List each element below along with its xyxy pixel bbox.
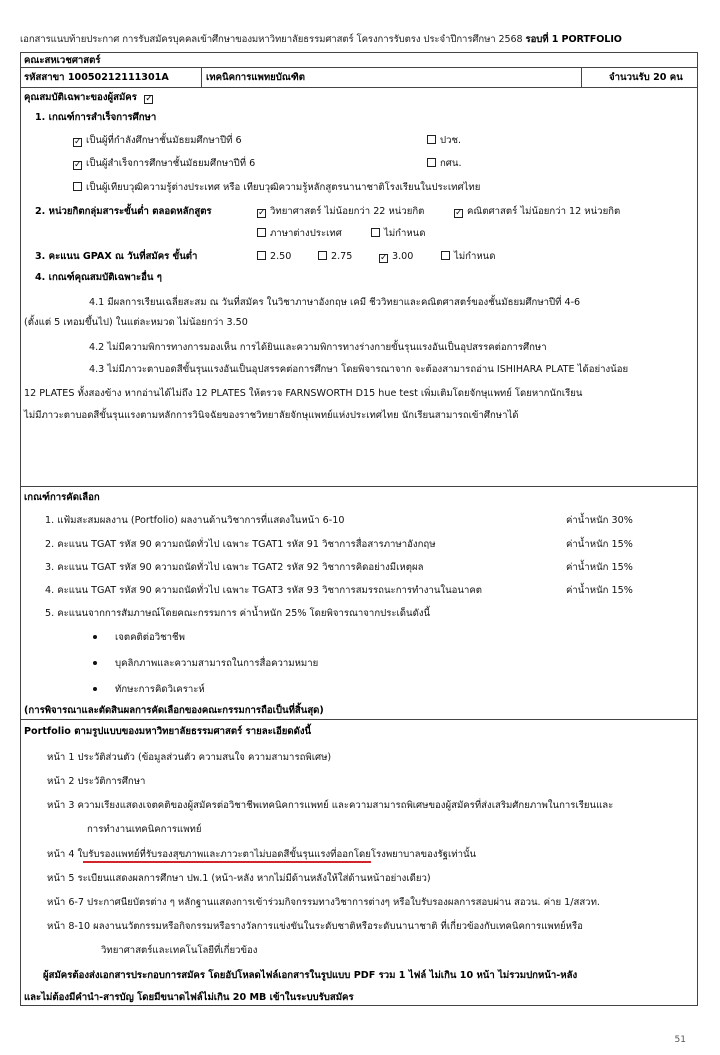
criteria-4-3-line-3: ไม่มีภาวะตาบอดสีขั้นรุนแรงตามหลักการวินิจฉัยของราชวิทยาลัยจักษุแพทย์แห่งประเทศไทย นักเรียนสามารถเข้าศึกษาได้: [24, 410, 519, 421]
portfolio-page-8-10-line-1: หน้า 8-10 ผลงานนวัตกรรมหรือกิจกรรมหรือรางวัลการแข่งขันในระดับชาติหรือระดับนานาชาติ ที่เกี่ยวข้องกับเทคนิคการแพทย์หรือ: [47, 921, 583, 932]
selection-item-5: 5. คะแนนจากการสัมภาษณ์โดยคณะกรรมการ ค่าน้ำหนัก 25% โดยพิจารณาจากประเด็นดังนี้: [45, 608, 431, 619]
checkbox: ✓: [74, 160, 82, 170]
portfolio-page-4: [47, 848, 476, 861]
portfolio-page-4-prefix: หน้า 4: [47, 849, 78, 860]
criteria-1-item-3: [73, 181, 480, 194]
checkbox-label: กศน.: [440, 158, 462, 169]
checkbox: [257, 228, 266, 237]
red-underline: [83, 861, 371, 863]
interview-criterion-1: เจตคติต่อวิชาชีพ: [115, 632, 185, 643]
criteria-2-title: 2. หน่วยกิตกลุ่มสาระขั้นต่ำ ตลอดหลักสูตร: [35, 206, 212, 217]
page-number: 51: [674, 1035, 686, 1045]
selection-note: (การพิจารณาและตัดสินผลการคัดเลือกของคณะกรรมการถือเป็นที่สิ้นสุด): [24, 705, 324, 716]
gpax-option-3: [379, 250, 413, 263]
bullet-dot: [93, 635, 97, 639]
criteria-1-title: 1. เกณฑ์การสำเร็จการศึกษา: [35, 112, 157, 123]
criteria-3-title: 3. คะแนน GPAX ณ วันที่สมัคร ขั้นต่ำ: [35, 251, 198, 262]
selection-title: เกณฑ์การคัดเลือก: [24, 492, 100, 503]
interview-criterion-2: บุคลิกภาพและความสามารถในการสื่อความหมาย: [115, 658, 319, 669]
gpax-option-4: [441, 250, 495, 263]
checkbox: ✓: [258, 208, 266, 218]
portfolio-page-5: หน้า 5 ระเบียนแสดงผลการศึกษา ปพ.1 (หน้า-หลัง หากไม่มีด้านหลังให้ใส่ด้านหน้าอย่างเดียว): [47, 873, 431, 884]
qualifications-title: [24, 91, 157, 104]
checkbox: [318, 251, 327, 260]
portfolio-page-1: หน้า 1 ประวัติส่วนตัว (ข้อมูลส่วนตัว ความสนใจ ความสามารถพิเศษ): [47, 752, 332, 763]
portfolio-title: Portfolio ตามรูปแบบของมหาวิทยาลัยธรรมศาสตร์ รายละเอียดดังนี้: [24, 726, 312, 737]
row-divider: [21, 719, 697, 720]
document-header: [20, 32, 700, 47]
criteria-2-item-2: [454, 205, 620, 218]
checkbox-label: 2.50: [270, 251, 292, 262]
criteria-1-item-2: [73, 157, 255, 170]
criteria-4-1-line-2: (ตั้งแต่ 5 เทอมขึ้นไป) ในแต่ละหมวด ไม่น้อยกว่า 3.50: [24, 317, 248, 328]
submission-note-line-1: ผู้สมัครต้องส่งเอกสารประกอบการสมัคร โดยอัปโหลดไฟล์เอกสารในรูปแบบ PDF รวม 1 ไฟล์ ไม่เกิน 10 หน้า ไม่รวมปกหน้า-หลัง: [43, 970, 578, 981]
criteria-1-side-1: [427, 134, 461, 147]
gpax-option-2: [318, 250, 352, 263]
program-quota: จำนวนรับ 20 คน: [609, 72, 683, 83]
criteria-2-item-3: [257, 227, 342, 240]
criteria-4-3-line-1: 4.3 ไม่มีภาวะตาบอดสีขั้นรุนแรงอันเป็นอุปสรรคต่อการศึกษา โดยพิจารณาจาก จะต้องสามารถอ่าน ISHIHARA PLATE ได้อย่างน้อย: [89, 364, 629, 375]
checkbox-label: เป็นผู้ที่กำลังศึกษาชั้นมัธยมศึกษาปีที่ 6: [86, 135, 242, 146]
criteria-4-3-line-2: 12 PLATES ทั้งสองข้าง หากอ่านได้ไม่ถึง 12 PLATES ให้ตรวจ FARNSWORTH D15 hue test เพิ่มเติมโดยจักษุแพทย์ โดยหากนักเรียน: [24, 388, 583, 399]
checkbox-label: เป็นผู้เทียบวุฒิความรู้ต่างประเทศ หรือ เทียบวุฒิความรู้หลักสูตรนานาชาติโรงเรียนในประเทศไทย: [86, 182, 481, 193]
criteria-4-title: 4. เกณฑ์คุณสมบัติเฉพาะอื่น ๆ: [35, 272, 162, 283]
checkbox: [441, 251, 450, 260]
checkbox: [73, 182, 82, 191]
checkbox: [371, 228, 380, 237]
program-table: [20, 52, 698, 1006]
criteria-4-2: 4.2 ไม่มีความพิการทางการมองเห็น การได้ยินและความพิการทางร่างกายขั้นรุนแรงอันเป็นอุปสรรคต่อการศึกษา: [89, 342, 547, 353]
checkbox-label: คณิตศาสตร์ ไม่น้อยกว่า 12 หน่วยกิต: [467, 206, 621, 217]
bullet-dot: [93, 687, 97, 691]
checkbox-label: ภาษาต่างประเทศ: [270, 228, 342, 239]
portfolio-page-3-line-2: การทำงานเทคนิคการแพทย์: [87, 824, 202, 835]
criteria-2-item-4: [371, 227, 425, 240]
selection-item-1: 1. แฟ้มสะสมผลงาน (Portfolio) ผลงานด้านวิชาการที่แสดงในหน้า 6-10: [45, 515, 345, 526]
checkbox-label: ไม่กำหนด: [454, 251, 496, 262]
portfolio-page-8-10-line-2: วิทยาศาสตร์และเทคโนโลยีที่เกี่ยวข้อง: [101, 945, 258, 956]
interview-criterion-3: ทักษะการคิดวิเคราะห์: [115, 684, 205, 695]
criteria-2-item-1: [257, 205, 424, 218]
selection-item-4: 4. คะแนน TGAT รหัส 90 ความถนัดทั่วไป เฉพาะ TGAT3 รหัส 93 วิชาการสมรรถนะการทำงานในอนาคต: [45, 585, 482, 596]
selection-weight-3: ค่าน้ำหนัก 15%: [566, 562, 633, 573]
selection-item-3: 3. คะแนน TGAT รหัส 90 ความถนัดทั่วไป เฉพาะ TGAT2 รหัส 92 วิชาการคิดอย่างมีเหตุผล: [45, 562, 424, 573]
criteria-4-1-line-1: 4.1 มีผลการเรียนเฉลี่ยสะสม ณ วันที่สมัคร ในวิชาภาษาอังกฤษ เคมี ชีววิทยาและคณิตศาสตร์ของชั้นมัธยมศึกษาปีที่ 4-6: [89, 297, 581, 308]
col-divider: [581, 67, 582, 87]
submission-note-line-2: และไม่ต้องมีคำนำ-สารบัญ โดยมีขนาดไฟล์ไม่เกิน 20 MB เข้าในระบบรับสมัคร: [24, 992, 354, 1003]
faculty-name: คณะสหเวชศาสตร์: [24, 55, 101, 66]
checkbox: [257, 251, 266, 260]
selection-weight-1: ค่าน้ำหนัก 30%: [566, 515, 633, 526]
checkbox-label: ไม่กำหนด: [384, 228, 426, 239]
checkbox-label: 2.75: [331, 251, 353, 262]
portfolio-page-6-7: หน้า 6-7 ประกาศนียบัตรต่าง ๆ หลักฐานแสดงการเข้าร่วมกิจกรรมทางวิชาการต่างๆ หรือใบรับรองผลการสอบผ่าน สอวน. ค่าย 1/สสวท.: [47, 897, 600, 908]
row-divider: [21, 67, 697, 68]
qualifications-title-text: คุณสมบัติเฉพาะของผู้สมัคร: [24, 92, 137, 103]
checkbox: ✓: [455, 208, 463, 218]
portfolio-page-4-text: ใบรับรองแพทย์ที่รับรองสุขภาพและภาวะตาไม่บอดสีขั้นรุนแรงที่ออกโดยโรงพยาบาลของรัฐเท่านั้น: [77, 849, 477, 860]
checkbox-label: เป็นผู้สำเร็จการศึกษาชั้นมัธยมศึกษาปีที่ 6: [86, 158, 256, 169]
checkbox: [427, 135, 436, 144]
gpax-option-1: [257, 250, 291, 263]
col-divider: [201, 67, 202, 87]
bullet-dot: [93, 661, 97, 665]
header-round: รอบที่ 1 PORTFOLIO: [525, 34, 622, 45]
qualifications-checkbox: ✓: [145, 94, 153, 104]
checkbox-label: ปวช.: [440, 135, 462, 146]
selection-item-2: 2. คะแนน TGAT รหัส 90 ความถนัดทั่วไป เฉพาะ TGAT1 รหัส 91 วิชาการสื่อสารภาษาอังกฤษ: [45, 539, 436, 550]
selection-weight-2: ค่าน้ำหนัก 15%: [566, 539, 633, 550]
portfolio-page-3-line-1: หน้า 3 ความเรียงแสดงเจตคติของผู้สมัครต่อวิชาชีพเทคนิคการแพทย์ และความสามารถพิเศษของผู้สมัครที่ส่งเสริมศักยภาพในการเรียนและ: [47, 800, 614, 811]
header-text: เอกสารแนบท้ายประกาศ การรับสมัครบุคคลเข้าศึกษาของมหาวิทยาลัยธรรมศาสตร์ โครงการรับตรง ประจำปีการศึกษา 2568: [20, 34, 523, 45]
row-divider: [21, 87, 697, 88]
program-name: เทคนิคการแพทยบัณฑิต: [206, 72, 305, 83]
checkbox: ✓: [380, 253, 388, 263]
checkbox: [427, 158, 436, 167]
checkbox-label: วิทยาศาสตร์ ไม่น้อยกว่า 22 หน่วยกิต: [270, 206, 425, 217]
row-divider: [21, 486, 697, 487]
criteria-1-side-2: [427, 157, 462, 170]
criteria-1-item-1: [73, 134, 242, 147]
checkbox-label: 3.00: [392, 251, 414, 262]
checkbox: ✓: [74, 137, 82, 147]
selection-weight-4: ค่าน้ำหนัก 15%: [566, 585, 633, 596]
portfolio-page-2: หน้า 2 ประวัติการศึกษา: [47, 776, 146, 787]
program-code: รหัสสาขา 10050212111301A: [24, 72, 169, 83]
